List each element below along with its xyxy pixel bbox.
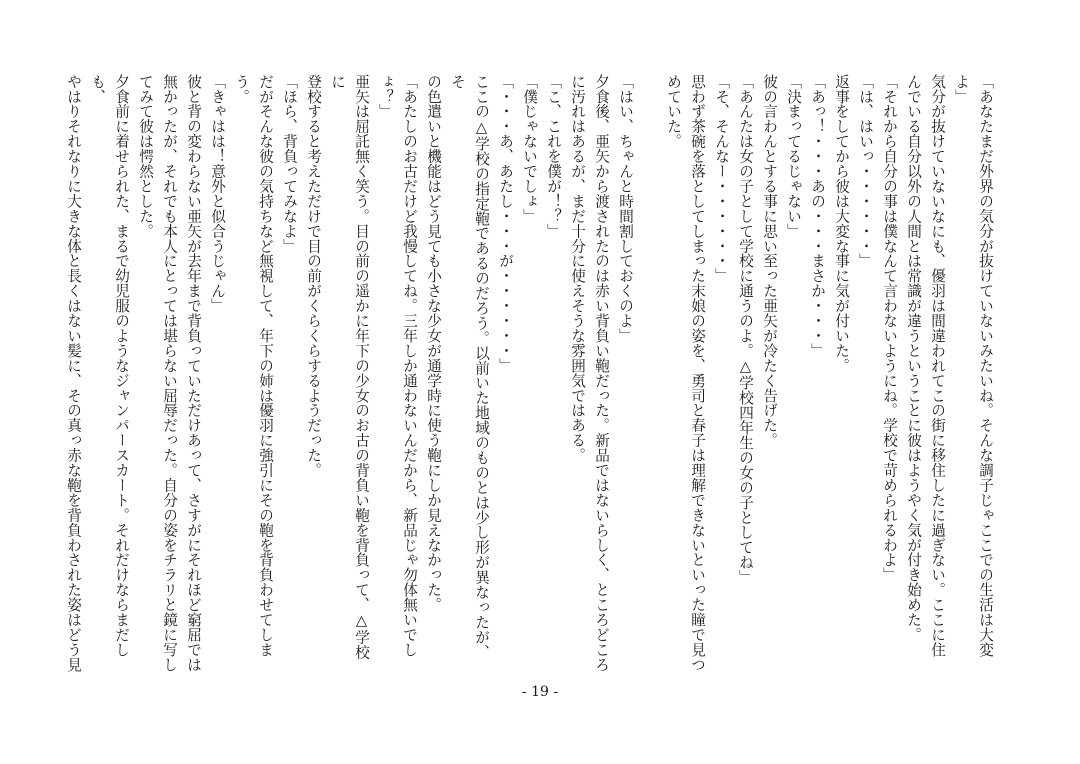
text-line: 「あたしのお古だけど我慢してね。三年しか通わないんだから、新品じゃ勿体無いでし [401, 74, 418, 658]
section-break [637, 74, 661, 672]
text-line: に汚れはあるが、まだ十分に使えそうな雰囲気ではある。 [569, 74, 586, 463]
text-line: ょ？」 [377, 74, 394, 119]
text-line: 「あんたは女の子として学校に通うのよ。△学校四年生の女の子としてね」 [737, 74, 754, 585]
text-line: 登校すると考えただけで目の前がくらくらするようだった。 [305, 74, 322, 478]
text-line: 夕食後、亜矢から渡されたのは赤い背負い鞄だった。新品ではないらしく、ところどころ [593, 74, 610, 672]
text-line: やはりそれなりに大きな体と長くはない髪に、その真っ赤な鞄を背負わされた姿はどう見 [65, 74, 82, 672]
text-line: ここの△学校の指定鞄であるのだろう。以前いた地域のものとは少し形が異なったが、そ [449, 74, 490, 660]
text-line: 「それから自分の事は僕なんて言わないようにね。学校で苛められるわよ」 [881, 74, 898, 583]
text-line: 「僕じゃないでしょ」 [521, 74, 538, 224]
text-line: 彼と背の変わらない亜矢が去年まで背負っていただけあって、さすがにそれほど窮屈では [185, 74, 202, 672]
text-line: めていた。 [665, 74, 682, 149]
text-line: だがそんな彼の気持ちなど無視して、年下の姉は優羽に強引にその鞄を背負わせてしまう。 [233, 74, 274, 658]
text-line: の色遣いと機能はどう見ても小さな少女が通学時に使う鞄にしか見えなかった。 [425, 74, 442, 613]
text-line: 「は、はいっ・・・・・・」 [857, 74, 874, 269]
text-line: 「こ、これを僕が！？」 [545, 74, 562, 239]
text-line: 気分が抜けていないなにも、優羽は間違われてこの街に移住したに過ぎない。ここに住 [929, 74, 946, 658]
text-line: 返事をしてから彼は大変な事に気が付いた。 [833, 74, 850, 373]
text-line: んでいる自分以外の人間とは常識が違うということに彼はようやく気が付き始めた。 [905, 74, 922, 643]
text-line: 「あっ！・・・あの・・・まさか・・・」 [809, 74, 826, 359]
text-line: 「そ、そんなー・・・・・・」 [713, 74, 730, 284]
text-line: てみて彼は愕然とした。 [137, 74, 154, 239]
text-line: 「はい、ちゃんと時間割しておくのよ」 [617, 74, 634, 344]
text-line: 夕食前に着せられた、まるで幼児服のようなジャンパースカート。それだけならまだしも、 [89, 74, 130, 658]
text-line: 「ほら、背負ってみなよ」 [281, 74, 298, 254]
body-text [65, 74, 997, 672]
text-line: 亜矢は屈託無く笑う。目の前の遥かに年下の少女のお古の背負い鞄を背負って、△学校に [329, 74, 370, 660]
page-number: - 19 - [521, 684, 559, 700]
text-line: 無かったが、それでも本人にとっては堪らない屈辱だった。自分の姿をチラリと鏡に写し [161, 74, 178, 672]
text-line: 彼の言わんとする事に思い至った亜矢が冷たく告げた。 [761, 74, 778, 448]
text-line: 「きゃはは！意外と似合うじゃん」 [209, 74, 226, 314]
text-line: 「あなたまだ外界の気分が抜けていないみたいね。そんな調子じゃここでの生活は大変よ」 [953, 74, 994, 658]
text-line: 思わず茶碗を落としてしまった末娘の姿を、勇司と春子は理解できないといった瞳で見つ [689, 74, 706, 672]
text-line: 「決まってるじゃない」 [785, 74, 802, 239]
text-line: 「・・・あ、あたし・・・が・・・・・・」 [497, 74, 514, 373]
